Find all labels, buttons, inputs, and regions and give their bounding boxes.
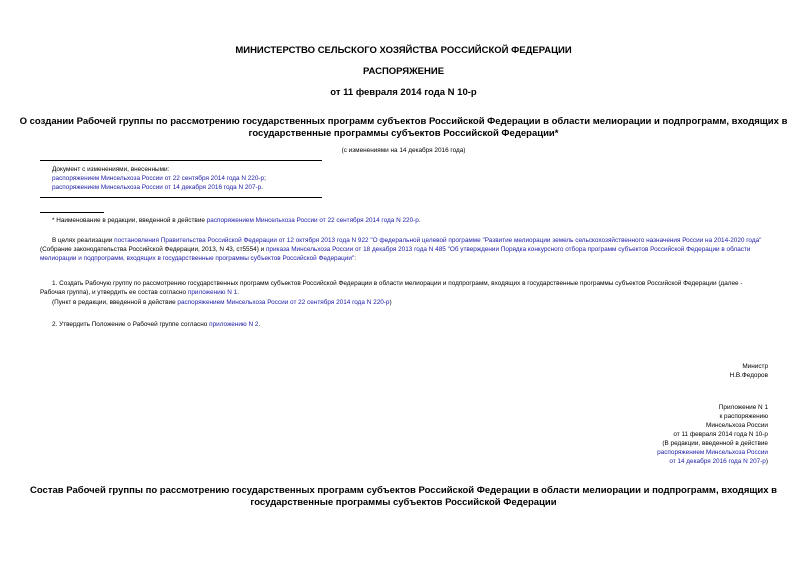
footnote-text: * Наименование в редакции, введенной в действие	[52, 217, 207, 224]
composition-title-line1: Состав Рабочей группы по рассмотрению государственных программ субъектов Российской Федерации в области мелиорации и подпрограмм, входящих в	[30, 485, 777, 496]
signature-name: Н.В.Федоров	[729, 372, 768, 379]
appendix-header	[560, 403, 768, 466]
item-2-link[interactable]: приложению N 2	[209, 321, 259, 328]
signature-block	[600, 362, 768, 380]
item-2-text: 2. Утвердить Положение о Рабочей группе согласно	[52, 321, 210, 328]
appendix-link-1[interactable]: распоряжением Минсельхоза России	[657, 449, 768, 456]
preamble-link-order[interactable]: приказа Минсельхоза России от 18 декабря 2013 года N 485 "Об утверждении Порядка конкурсного отбора программ субъектов Российской Федерации в области мелиорации и подпрограмм, входящих в государственные программы субъектов Российской Федерации"	[40, 246, 751, 262]
footnote-link[interactable]: распоряжением Минсельхоза России от 22 сентября 2014 года N 220-р	[206, 217, 419, 224]
signature-position: Министр	[742, 363, 768, 370]
amend-note: (с изменениями на 14 декабря 2016 года)	[341, 147, 466, 154]
appendix-line-6	[560, 448, 768, 457]
composition-title-line2: государственные программы субъектов Российской Федерации	[250, 497, 557, 508]
doc-title-line2: государственные программы субъектов Российской Федерации*	[248, 128, 559, 139]
amendment-line-2	[52, 183, 352, 192]
appendix-line-4: от 11 февраля 2014 года N 10-р	[673, 431, 768, 438]
ministry-name: МИНИСТЕРСТВО СЕЛЬСКОГО ХОЗЯЙСТВА РОССИЙСКОЙ ФЕДЕРАЦИИ	[235, 45, 572, 56]
appendix-line-2: к распоряжению	[719, 413, 768, 420]
divider-top	[40, 160, 322, 161]
preamble	[40, 236, 768, 263]
amendment-sep-1: ;	[264, 175, 266, 182]
amendment-sep-2: .	[261, 184, 263, 191]
item-1-text: 1. Создать Рабочую группу по рассмотрению государственных программ субъектов Российской Федерации в области мелиорации и подпрограмм, входящих в государственные программы субъектов Российской Федерации (далее - Рабочая группа), и утвердить ее состав согласно	[40, 280, 743, 296]
appendix-link-2[interactable]: от 14 декабря 2016 года N 207-р	[669, 458, 766, 465]
divider-bottom	[40, 197, 322, 198]
item-2	[52, 320, 772, 329]
footnote-rule	[40, 212, 104, 213]
amendment-link-2[interactable]: распоряжением Минсельхоза России от 14 декабря 2016 года N 207-р	[52, 184, 262, 191]
item-1-link[interactable]: приложению N 1	[187, 289, 238, 296]
doc-title-line1: О создании Рабочей группы по рассмотрению государственных программ субъектов Российской Федерации в области мелиорации и подпрограмм, входящих в	[19, 116, 788, 127]
footnote	[52, 216, 772, 225]
item-1-note-end: )	[389, 299, 392, 306]
amendments-intro: Документ с изменениями, внесенными:	[52, 166, 170, 173]
preamble-link-decree[interactable]: постановления Правительства Российской Федерации от 12 октября 2013 года N 922 "О федеральной целевой программе "Развитие мелиорации земель сельскохозяйственного назначения России на 2014-2020 года"	[114, 237, 762, 244]
item-2-end: .	[258, 321, 261, 328]
doc-type: РАСПОРЯЖЕНИЕ	[362, 66, 445, 77]
preamble-text-1: В целях реализации	[52, 237, 115, 244]
item-1-note	[52, 298, 772, 307]
appendix-line-5: (В редакции, введенной в действие	[662, 440, 768, 447]
item-1-note-link[interactable]: распоряжением Минсельхоза России от 22 сентября 2014 года N 220-р	[177, 299, 390, 306]
amendment-link-1[interactable]: распоряжением Минсельхоза России от 22 сентября 2014 года N 220-р	[52, 175, 265, 182]
preamble-text-3: :	[354, 255, 357, 262]
appendix-line-1: Приложение N 1	[718, 404, 768, 411]
item-1	[40, 279, 768, 297]
appendix-line-7	[560, 457, 768, 466]
amendments-block	[52, 165, 352, 192]
preamble-text-2: (Собрание законодательства Российской Федерации, 2013, N 43, ст5554) и	[40, 246, 266, 253]
footnote-end: .	[418, 217, 421, 224]
amendment-line-1	[52, 174, 352, 183]
item-1-note-text: (Пункт в редакции, введенной в действие	[52, 299, 178, 306]
doc-date-number: от 11 февраля 2014 года N 10-р	[330, 87, 477, 98]
item-1-end: .	[237, 289, 239, 296]
appendix-line-3: Минсельхоза России	[706, 422, 768, 429]
appendix-end: )	[765, 458, 768, 465]
